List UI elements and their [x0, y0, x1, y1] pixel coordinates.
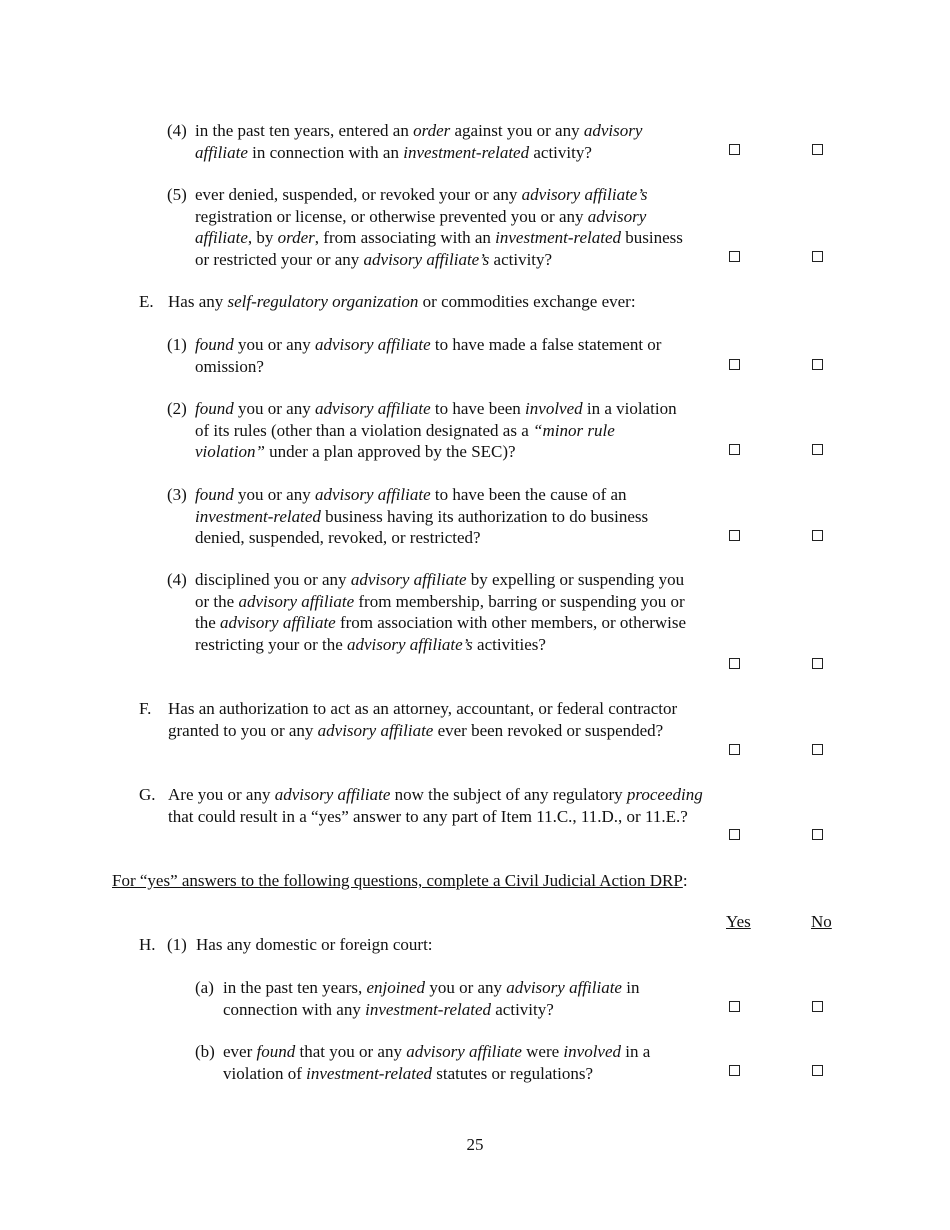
- question-text: disciplined you or any advisory affiliate by expelling or suspending you or the advisory affiliate from membership, barring or suspending you or the advisory affiliate from association with other members, or otherwise restricting your or the advisory affiliate’s activities?: [195, 570, 687, 654]
- question-e2: [167, 398, 687, 463]
- item-label: (4): [167, 570, 187, 589]
- item-label: (1): [167, 335, 187, 354]
- no-checkbox-g[interactable]: [812, 829, 823, 840]
- no-checkbox-e2[interactable]: [812, 444, 823, 455]
- item-sublabel: (1): [167, 935, 187, 954]
- question-text: Has an authorization to act as an attorney, accountant, or federal contractor granted to you or any advisory affiliate ever been revoked or suspended?: [168, 699, 678, 740]
- no-checkbox-h1a[interactable]: [812, 1001, 823, 1012]
- question-text: Has any domestic or foreign court:: [196, 935, 433, 954]
- page-number: 25: [466, 1135, 484, 1154]
- question-f: [139, 698, 689, 741]
- question-text: in the past ten years, entered an order against you or any advisory affiliate in connection with an investment-related activity?: [195, 121, 643, 162]
- yes-checkbox-h1b[interactable]: [729, 1065, 740, 1076]
- question-g: [139, 784, 711, 827]
- item-label: H.: [139, 935, 156, 954]
- yes-checkbox-h1a[interactable]: [729, 1001, 740, 1012]
- no-checkbox-d5[interactable]: [812, 251, 823, 262]
- item-label: (a): [195, 978, 214, 997]
- item-label: (5): [167, 185, 187, 204]
- section-heading-suffix: :: [682, 871, 688, 890]
- no-column-header: No: [811, 912, 832, 931]
- question-text: found you or any advisory affiliate to have been the cause of an investment-related business having its authorization to do business denied, suspended, revoked, or restricted?: [195, 485, 649, 547]
- no-checkbox-e4[interactable]: [812, 658, 823, 669]
- yes-checkbox-e3[interactable]: [729, 530, 740, 541]
- item-label: F.: [139, 699, 152, 718]
- yes-column-header: Yes: [726, 912, 751, 931]
- question-e1: [167, 334, 697, 377]
- question-text: Are you or any advisory affiliate now the subject of any regulatory proceeding that could result in a “yes” answer to any part of Item 11.C., 11.D., or 11.E.?: [168, 785, 703, 826]
- no-checkbox-f[interactable]: [812, 744, 823, 755]
- no-checkbox-e1[interactable]: [812, 359, 823, 370]
- question-text: ever found that you or any advisory affiliate were involved in a violation of investment-related statutes or regulations?: [223, 1042, 651, 1083]
- yes-checkbox-d5[interactable]: [729, 251, 740, 262]
- item-label: E.: [139, 292, 154, 311]
- question-h1b: [195, 1041, 695, 1084]
- question-text: in the past ten years, enjoined you or any advisory affiliate in connection with any investment-related activity?: [223, 978, 640, 1019]
- section-heading: [112, 870, 812, 892]
- question-d5: [167, 184, 697, 270]
- question-d4: [167, 120, 697, 163]
- question-e3: [167, 484, 697, 549]
- item-label: (2): [167, 399, 187, 418]
- no-checkbox-e3[interactable]: [812, 530, 823, 541]
- yes-checkbox-e2[interactable]: [729, 444, 740, 455]
- question-text: ever denied, suspended, or revoked your or any advisory affiliate’s registration or license, or otherwise prevented you or any advisory affiliate, by order, from associating with an investment-related business or restricted your or any advisory affiliate’s activity?: [195, 185, 683, 269]
- item-label: (4): [167, 121, 187, 140]
- item-label: (b): [195, 1042, 215, 1061]
- yes-checkbox-d4[interactable]: [729, 144, 740, 155]
- question-e4: [167, 569, 702, 655]
- question-text: found you or any advisory affiliate to have been involved in a violation of its rules (other than a violation designated as a “minor rule violation” under a plan approved by the SEC)?: [195, 399, 677, 461]
- yes-checkbox-e4[interactable]: [729, 658, 740, 669]
- question-text: Has any self-regulatory organization or commodities exchange ever:: [168, 292, 636, 311]
- section-heading-underlined: For “yes” answers to the following questions, complete a Civil Judicial Action DRP: [112, 871, 683, 890]
- no-checkbox-d4[interactable]: [812, 144, 823, 155]
- question-text: found you or any advisory affiliate to have made a false statement or omission?: [195, 335, 662, 376]
- yes-checkbox-e1[interactable]: [729, 359, 740, 370]
- item-label: G.: [139, 785, 156, 804]
- item-label: (3): [167, 485, 187, 504]
- question-h1a: [195, 977, 695, 1020]
- yes-checkbox-g[interactable]: [729, 829, 740, 840]
- question-e: [139, 291, 719, 313]
- question-h1: [139, 934, 699, 956]
- yes-checkbox-f[interactable]: [729, 744, 740, 755]
- no-checkbox-h1b[interactable]: [812, 1065, 823, 1076]
